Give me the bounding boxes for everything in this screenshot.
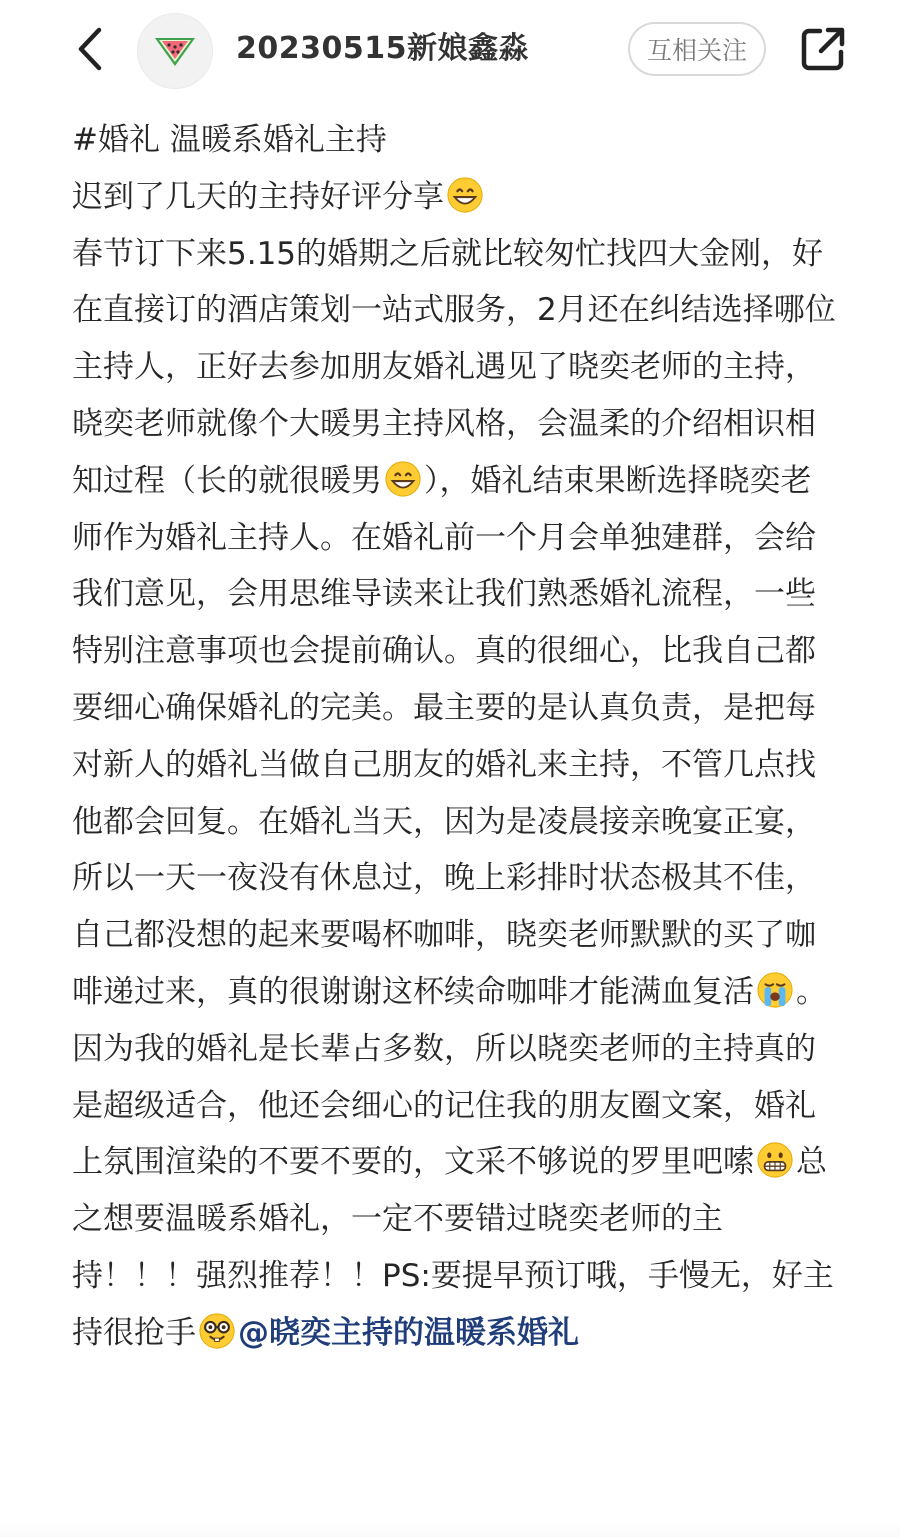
post-body (72, 226, 842, 1362)
grinning-face-icon (384, 460, 422, 498)
bottom-edge (0, 1523, 900, 1537)
grinning-face-icon (446, 176, 484, 214)
watermelon-icon (153, 34, 197, 68)
username[interactable]: 20230515新娘鑫淼 (236, 31, 529, 66)
post-subtitle-text: 迟到了几天的主持好评分享 (72, 178, 444, 215)
post-body-part-4: 总之想要温暖系婚礼，一定不要错过晓奕老师的主持！！！强烈推荐！！PS:要提早预订哦，手慢无，好主持很抢手 (72, 1144, 834, 1351)
post-content (72, 112, 842, 1362)
avatar[interactable] (137, 13, 213, 89)
post-subtitle (72, 169, 842, 226)
post-body-part-2: ），婚礼结束果断选择晓奕老师作为婚礼主持人。在婚礼前一个月会单独建群，会给我们意见，会用思维导读来让我们熟悉婚礼流程，一些特别注意事项也会提前确认。真的很细心，比我自己都要细心确保婚礼的完美。最主要的是认真负责，是把每对新人的婚礼当做自己朋友的婚礼来主持，不管几点找他都会回复。在婚礼当天，因为是凌晨接亲晚宴正宴，所以一天一夜没有休息过，晚上彩排时状态极其不佳，自己都没想的起来要喝杯咖啡，晓奕老师默默的买了咖啡递过来，真的很谢谢这杯续命咖啡才能满血复活 (72, 462, 816, 1010)
loudly-crying-face-icon (756, 971, 794, 1009)
follow-button[interactable]: 互相关注 (628, 22, 766, 76)
post-body-part-3: 。因为我的婚礼是长辈占多数，所以晓奕老师的主持真的是超级适合，他还会细心的记住我的朋友圈文案，婚礼上氛围渲染的不要不要的，文采不够说的罗里吧嗦 (72, 973, 827, 1181)
post-body-part-1: 春节订下来5.15的婚期之后就比较匆忙找四大金刚，好在直接订的酒店策划一站式服务，2月还在纠结选择哪位主持人，正好去参加朋友婚礼遇见了晓奕老师的主持，晓奕老师就像个大暖男主持风格，会温柔的介绍相识相知过程（长的就很暖男 (72, 235, 836, 499)
mention-link[interactable]: @晓奕主持的温暖系婚礼 (238, 1314, 579, 1351)
grimacing-face-icon (756, 1141, 794, 1179)
post-hashtag-title: #婚礼 温暖系婚礼主持 (72, 122, 387, 158)
back-button[interactable] (68, 24, 112, 74)
share-icon (800, 26, 846, 72)
share-button[interactable] (796, 22, 850, 76)
top-bar (0, 0, 900, 100)
nerd-face-icon (198, 1312, 236, 1350)
chevron-left-icon (75, 26, 105, 72)
